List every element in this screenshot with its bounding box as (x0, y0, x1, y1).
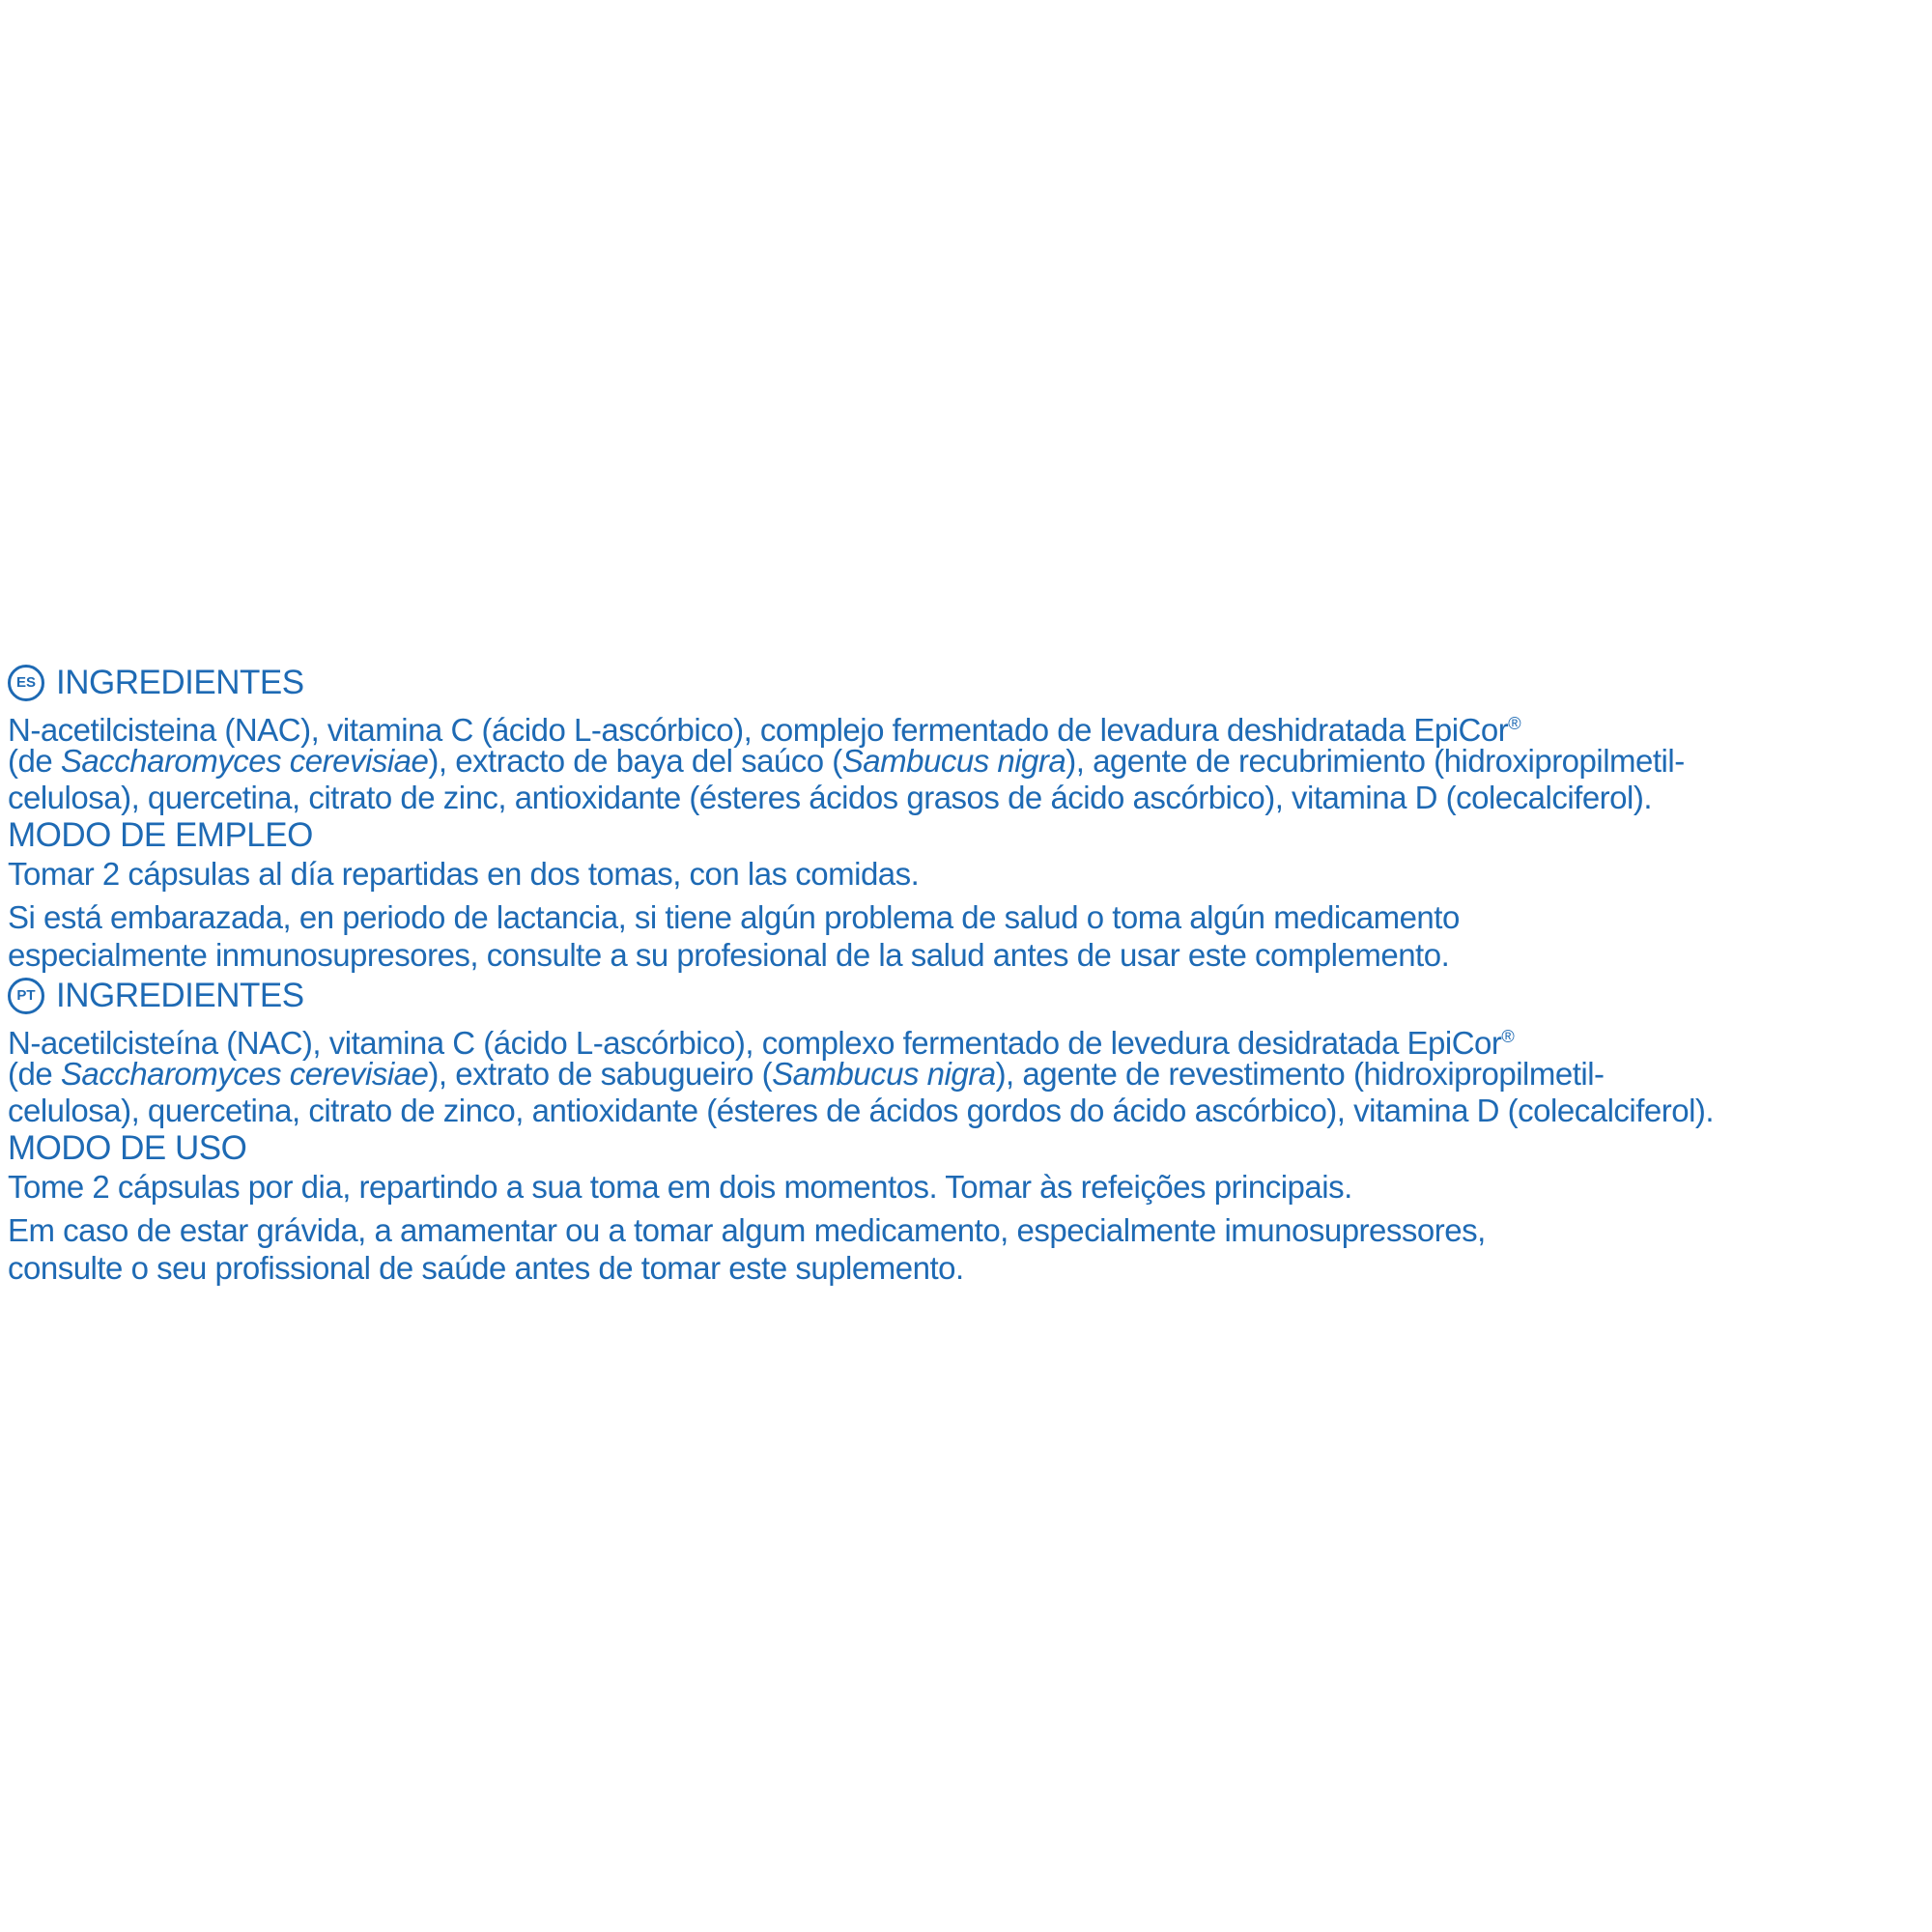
es-ingredients-line-2 (8, 743, 1925, 781)
pt-ingredients-line-2-a: (de (8, 1055, 61, 1092)
registered-trademark-symbol: ® (1501, 1027, 1515, 1046)
section-pt (8, 974, 1925, 1287)
pt-ingredients-heading-row (8, 974, 1925, 1018)
es-ingredients-line-3: celulosa), quercetina, citrato de zinc, antioxidante (ésteres ácidos grasos de ácido ascórbico), vitamina D (colecalciferol). (8, 780, 1653, 815)
es-usage-heading: MODO DE EMPLEO (8, 816, 313, 855)
es-ingredients-line-2-a: (de (8, 742, 61, 779)
es-ingredients-line-1 (8, 705, 1925, 748)
label-text-block (8, 661, 1925, 1287)
pt-warning-line-2: consulte o seu profissional de saúde antes de tomar este suplemento. (8, 1249, 964, 1286)
registered-trademark-symbol: ® (1508, 714, 1521, 733)
es-usage-line: Tomar 2 cápsulas al día repartidas en dos tomas, con las comidas. (8, 855, 920, 892)
es-ingredients-heading-row (8, 661, 1925, 705)
section-es (8, 661, 1925, 974)
es-ingredients-line-2-b: ), extracto de baya del saúco ( (428, 742, 842, 779)
pt-ingredients-line-2 (8, 1056, 1925, 1094)
pt-ingredients-line-3: celulosa), quercetina, citrato de zinco, antioxidante (ésteres de ácidos gordos do ácido ascórbico), vitamina D (colecalciferol). (8, 1093, 1715, 1128)
species-name-italic: Saccharomyces cerevisiae (60, 1055, 429, 1092)
es-ingredients-line-1-text: N-acetilcisteina (NAC), vitamina C (ácido L-ascórbico), complejo fermentado de levadura deshidratada EpiCor (8, 712, 1509, 748)
species-name-italic: Sambucus nigra (841, 742, 1066, 779)
es-language-badge: ES (8, 665, 44, 701)
pt-ingredients-line-2-c: ), agente de revestimento (hidroxipropilmetil- (995, 1055, 1605, 1092)
species-name-italic: Saccharomyces cerevisiae (60, 742, 429, 779)
es-ingredients-heading: INGREDIENTES (56, 663, 304, 701)
pt-usage-heading: MODO DE USO (8, 1129, 247, 1168)
pt-ingredients-line-1-text: N-acetilcisteína (NAC), vitamina C (ácido L-ascórbico), complexo fermentado de levedura desidratada EpiCor (8, 1025, 1502, 1061)
es-warning-line-2: especialmente inmunosupresores, consulte a su profesional de la salud antes de usar este complemento. (8, 936, 1450, 973)
pt-ingredients-line-1 (8, 1018, 1925, 1061)
pt-ingredients-line-2-b: ), extrato de sabugueiro ( (428, 1055, 773, 1092)
pt-usage-line: Tome 2 cápsulas por dia, repartindo a sua toma em dois momentos. Tomar às refeições principais. (8, 1168, 1352, 1205)
species-name-italic: Sambucus nigra (772, 1055, 996, 1092)
es-warning-line-1: Si está embarazada, en periodo de lactancia, si tiene algún problema de salud o toma algún medicamento (8, 899, 1460, 935)
pt-warning-line-1: Em caso de estar grávida, a amamentar ou a tomar algum medicamento, especialmente imunosupressores, (8, 1212, 1486, 1248)
pt-ingredients-heading: INGREDIENTES (56, 976, 304, 1014)
pt-language-badge: PT (8, 978, 44, 1014)
es-ingredients-line-2-c: ), agente de recubrimiento (hidroxipropilmetil- (1065, 742, 1685, 779)
